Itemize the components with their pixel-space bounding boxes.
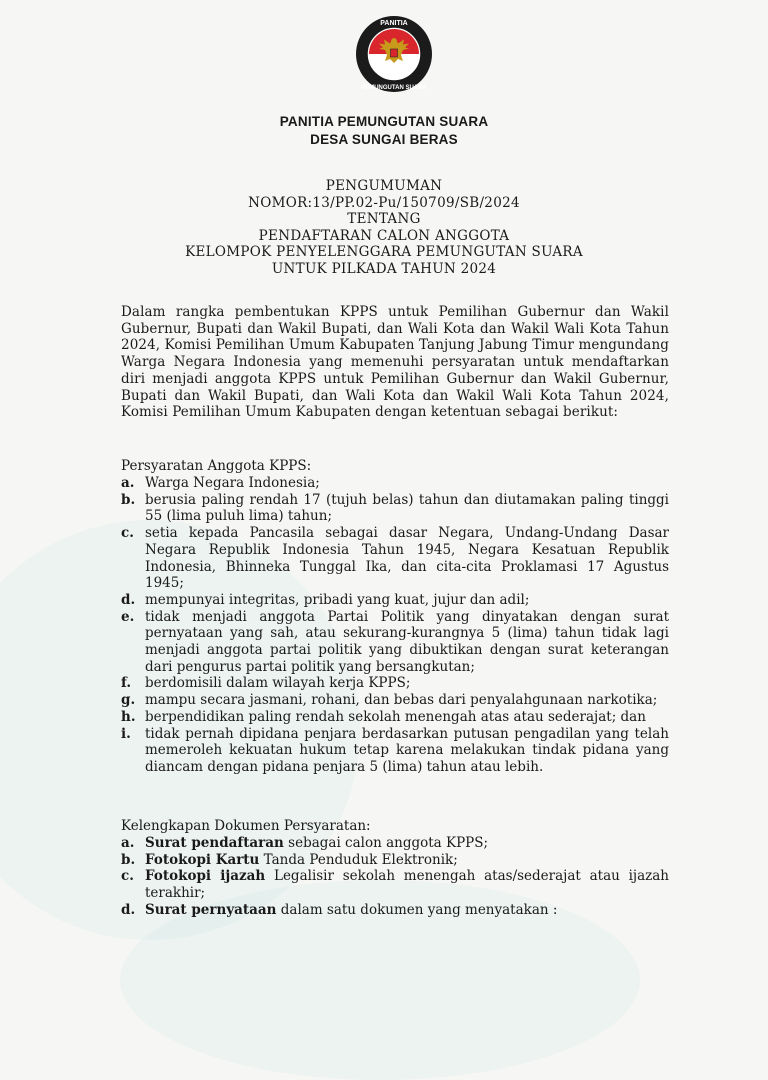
list-item-text [145, 868, 669, 901]
list-item-text: berusia paling rendah 17 (tujuh belas) tahun dan diutamakan paling tinggi 55 (lima puluh lima) tahun; [145, 491, 669, 525]
list-item-text: tidak menjadi anggota Partai Politik yang dinyatakan dengan surat pernyataan yang sah, atau sekurang-kurangnya 5 (lima) tahun tidak lagi menjadi anggota partai politik yang dibuktikan dengan surat keterangan dari pengurus partai politik yang bersangkutan; [145, 608, 669, 675]
list-marker: g. [121, 692, 136, 709]
list-marker: f. [121, 675, 132, 692]
list-item [121, 475, 669, 492]
list-item-rest-text: dalam satu dokumen yang menyatakan : [276, 901, 558, 918]
list-marker: i. [121, 725, 131, 742]
list-item-text: mampu secara jasmani, rohani, dan bebas dari penyalahgunaan narkotika; [145, 692, 658, 709]
list-marker: d. [121, 591, 136, 608]
title-line: PENDAFTARAN CALON ANGGOTA [258, 227, 510, 244]
list-item [121, 902, 669, 919]
list-item-text [145, 852, 669, 869]
list-marker: h. [121, 708, 136, 725]
requirements-list [121, 475, 669, 776]
org-name-line1: PANITIA PEMUNGUTAN SUARA [279, 114, 489, 129]
list-item-bold-text: Fotokopi ijazah [145, 868, 266, 885]
list-item-rest-text: Tanda Penduduk Elektronik; [259, 851, 458, 868]
list-marker: d. [121, 901, 136, 918]
list-item-text: setia kepada Pancasila sebagai dasar Negara, Undang-Undang Dasar Negara Republik Indonesia Tahun 1945, Negara Kesatuan Republik Indonesia, Bhinneka Tunggal Ika, dan cita-cita Proklamasi 17 Agustus 1945; [145, 525, 669, 592]
requirements-heading: Persyaratan Anggota KPPS: [121, 458, 312, 474]
list-item [121, 609, 669, 676]
list-item-text [145, 902, 669, 919]
list-item-text: Warga Negara Indonesia; [145, 475, 320, 491]
list-marker: e. [121, 608, 135, 625]
list-item [121, 835, 669, 852]
list-item [121, 675, 669, 692]
document-number: NOMOR:13/PP.02-Pu/150709/SB/2024 [248, 194, 520, 211]
list-marker: a. [121, 475, 135, 491]
documents-heading: Kelengkapan Dokumen Persyaratan: [121, 818, 371, 834]
list-item [121, 709, 669, 726]
list-item [121, 868, 669, 901]
svg-text:PEMUNGUTAN SUARA: PEMUNGUTAN SUARA [361, 85, 427, 91]
title-line: UNTUK PILKADA TAHUN 2024 [271, 260, 497, 277]
list-item [121, 692, 669, 709]
list-marker: b. [121, 851, 136, 868]
list-item-bold-text: Surat pernyataan [145, 901, 277, 918]
list-item-text: mempunyai integritas, pribadi yang kuat, jujur dan adil; [145, 591, 530, 608]
list-item [121, 852, 669, 869]
list-item-text: tidak pernah dipidana penjara berdasarkan putusan pengadilan yang telah memeroleh kekuatan hukum tetap karena melakukan tindak pidana yang diancam dengan pidana penjara 5 (lima) tahun atau lebih. [145, 725, 669, 775]
intro-paragraph: Dalam rangka pembentukan KPPS untuk Pemilihan Gubernur dan Wakil Gubernur, Bupati dan Wakil Bupati, dan Wali Kota dan Wakil Wali Kota Tahun 2024, Komisi Pemilihan Umum Kabupaten Tanjung Jabung Timur mengundang Warga Negara Indonesia yang memenuhi persyaratan untuk mendaftarkan diri menjadi anggota KPPS untuk Pemilihan Gubernur dan Wakil Gubernur, Bupati dan Wakil Bupati, dan Wali Kota dan Wakil Wali Kota Tahun 2024, Komisi Pemilihan Umum Kabupaten dengan ketentuan sebagai berikut: [121, 304, 669, 421]
list-marker: c. [121, 868, 134, 885]
list-item [121, 592, 669, 609]
panitia-emblem-icon [354, 14, 434, 94]
title-block [0, 178, 768, 277]
title-line: TENTANG [347, 211, 421, 227]
list-marker: c. [121, 525, 134, 542]
list-item-rest-text: Legalisir sekolah menengah atas/sederajat atau ijazah terakhir; [145, 868, 669, 902]
list-item [121, 525, 669, 592]
list-item-rest-text: sebagai calon anggota KPPS; [283, 835, 489, 851]
documents-list [121, 835, 669, 919]
svg-text:PANITIA: PANITIA [380, 20, 408, 27]
list-item-bold-text: Fotokopi Kartu [145, 851, 260, 868]
org-name-line2: DESA SUNGAI BERAS [310, 132, 458, 147]
title-line: PENGUMUMAN [325, 178, 443, 194]
list-marker: a. [121, 835, 135, 851]
list-item [121, 492, 669, 525]
list-item-text [145, 835, 669, 852]
list-item-text: berpendidikan paling rendah sekolah menengah atas atau sederajat; dan [145, 708, 646, 725]
list-item [121, 726, 669, 776]
list-item-text: berdomisili dalam wilayah kerja KPPS; [145, 675, 411, 692]
list-marker: b. [121, 491, 136, 508]
title-line: KELOMPOK PENYELENGGARA PEMUNGUTAN SUARA [185, 244, 583, 260]
list-item-bold-text: Surat pendaftaran [145, 835, 284, 851]
